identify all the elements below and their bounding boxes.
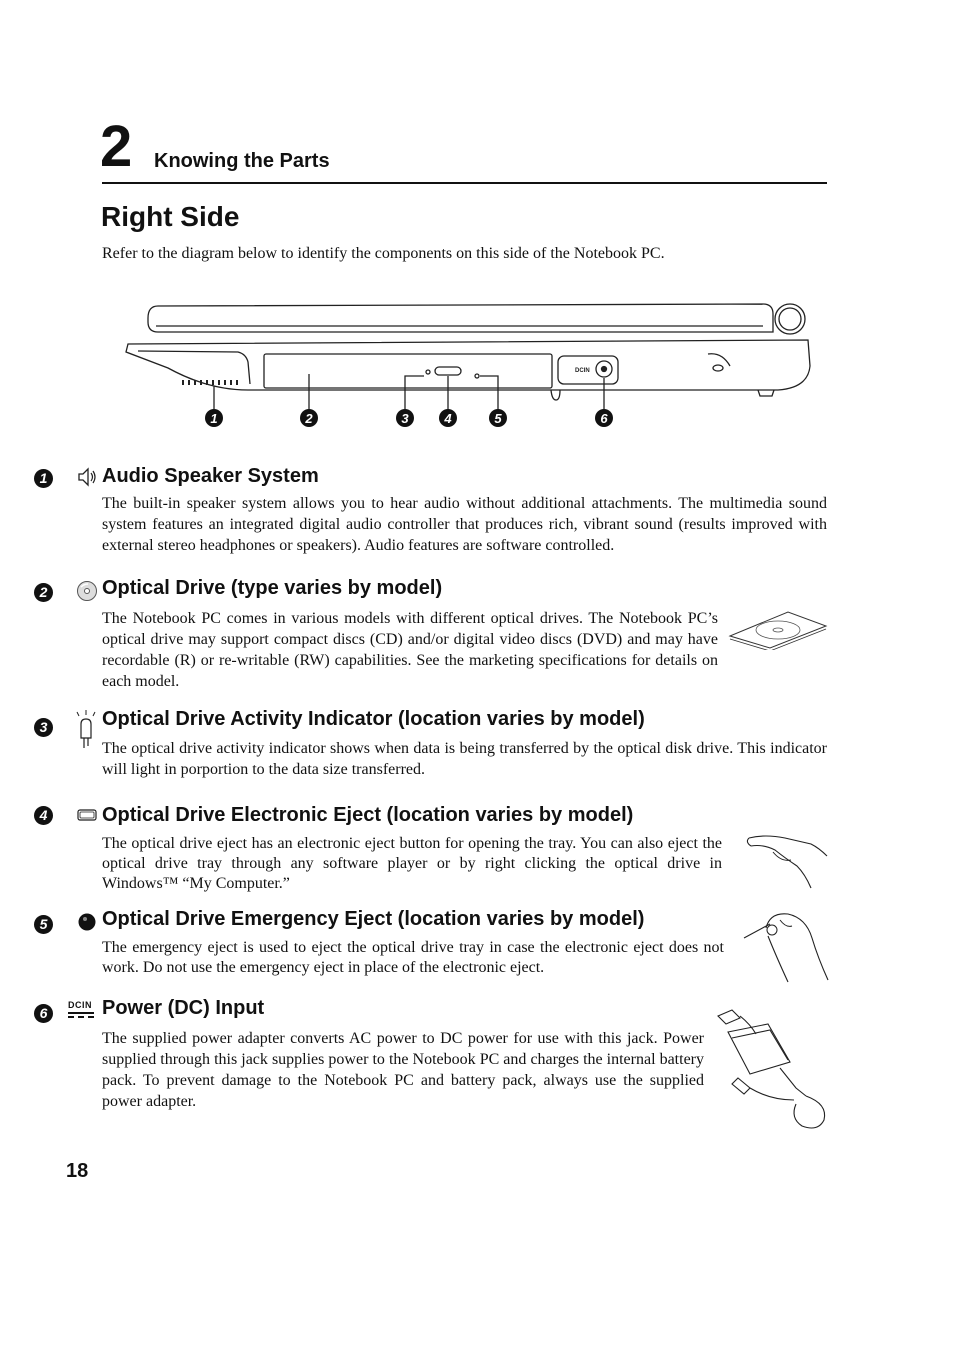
notebook-right-side-diagram <box>118 296 818 436</box>
item-4-badge: 4 <box>34 806 53 825</box>
finger-press-illustration <box>745 832 829 890</box>
item-6-badge: 6 <box>34 1004 53 1023</box>
item-6-title: Power (DC) Input <box>102 997 265 1019</box>
item-3-body: The optical drive activity indicator shows when data is being transferred by the optical disk drive. This indicator will light in porportion to the data size transferred. <box>102 740 827 778</box>
item-5-title: Optical Drive Emergency Eject (location varies by model) <box>102 908 645 930</box>
emergency-eject-icon <box>76 911 98 933</box>
callout-4-label: 4 <box>444 411 452 426</box>
dc-input-icon-label: DCIN <box>68 1000 92 1010</box>
chapter-title: Knowing the Parts <box>154 150 330 172</box>
item-1-badge: 1 <box>34 469 53 488</box>
chapter-number: 2 <box>100 114 133 179</box>
callout-5-label: 5 <box>494 411 502 426</box>
optical-disc-icon <box>76 580 98 602</box>
item-5-badge: 5 <box>34 915 53 934</box>
section-title: Right Side <box>101 201 240 232</box>
item-5-body: The emergency eject is used to eject the optical drive tray in case the electronic eject does not work. Do not use the emergency eject in place of the electronic eject. <box>102 939 724 976</box>
page-number: 18 <box>66 1160 89 1182</box>
item-2-title: Optical Drive (type varies by model) <box>102 577 443 599</box>
callout-1-label: 1 <box>210 411 218 426</box>
eject-button-icon <box>76 804 98 826</box>
paperclip-eject-illustration <box>740 908 830 984</box>
item-3-badge: 3 <box>34 718 53 737</box>
callout-6-label: 6 <box>600 411 608 426</box>
item-1-body: The built-in speaker system allows you to hear audio without additional attachments. The multimedia sound system features an integrated digital audio controller that produces rich, vibrant sound (results improved with external stereo headphones or speakers). Audio features are software controlled. <box>102 495 827 554</box>
item-4-title: Optical Drive Electronic Eject (location varies by model) <box>102 804 634 826</box>
item-3-title: Optical Drive Activity Indicator (location varies by model) <box>102 708 645 730</box>
callout-3-label: 3 <box>401 411 409 426</box>
speaker-icon <box>76 466 98 488</box>
dc-input-label: DCIN <box>575 368 590 374</box>
dc-input-icon <box>68 1000 96 1022</box>
optical-disc-illustration <box>728 608 828 650</box>
header-rule <box>102 182 827 184</box>
item-6-body: The supplied power adapter converts AC power to DC power for use with this jack. Power supplied through this jack supplies power to the Notebook PC and charges the internal battery pack. To prevent damage to the Notebook PC and battery pack, always use the supplied power adapter. <box>102 1030 704 1110</box>
callout-2-label: 2 <box>305 411 313 426</box>
item-4-body: The optical drive eject has an electronic eject button for opening the tray. You can also eject the optical drive tray through any software player or by right clicking the optical drive in Windows™ “My Computer.” <box>102 835 722 892</box>
activity-led-icon <box>76 708 98 752</box>
item-2-body: The Notebook PC comes in various models with different optical drives. The Notebook PC’s optical drive may support compact discs (CD) and/or digital video discs (DVD) and may have recordable (R) or re-writable (RW) capabilities. See the marketing specifications for details on each model. <box>102 610 718 690</box>
item-1-title: Audio Speaker System <box>102 465 319 487</box>
section-intro: Refer to the diagram below to identify the components on this side of the Notebook PC. <box>102 245 665 262</box>
item-2-badge: 2 <box>34 583 53 602</box>
power-adapter-illustration <box>710 1004 830 1134</box>
